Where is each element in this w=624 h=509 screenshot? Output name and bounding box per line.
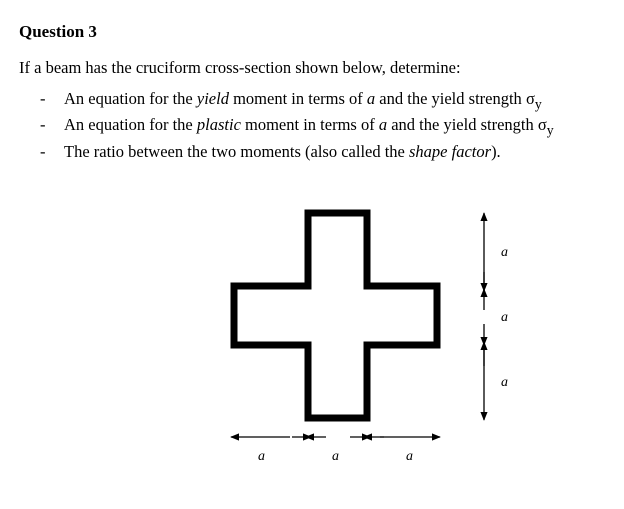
emphasis-plastic: plastic bbox=[196, 115, 241, 135]
bullet-text: and the yield strength bbox=[375, 89, 526, 108]
bullet-text: moment in terms of bbox=[228, 89, 367, 108]
question-title: Question 3 bbox=[19, 22, 97, 41]
emphasis-yield: yield bbox=[196, 89, 229, 108]
bullet-text: and the yield strength bbox=[387, 115, 538, 135]
dim-label-horizontal: a bbox=[332, 449, 339, 464]
variable-a: a bbox=[378, 115, 388, 135]
variable-a: a bbox=[366, 89, 376, 108]
dim-label-vertical: a bbox=[501, 310, 508, 325]
bullet-text: The ratio between the two moments (also called the bbox=[64, 141, 410, 161]
dim-label-vertical: a bbox=[501, 245, 508, 260]
sigma-subscript: y bbox=[546, 122, 554, 138]
bullet-text: An equation for the bbox=[64, 89, 197, 108]
sigma-symbol: σ bbox=[537, 115, 547, 135]
bullet-text: moment in terms of bbox=[240, 115, 379, 135]
horizontal-dimension bbox=[231, 437, 440, 464]
sigma-symbol: σ bbox=[525, 89, 535, 108]
bullet-marker: - bbox=[40, 89, 46, 108]
bullet-text: An equation for the bbox=[64, 115, 197, 135]
bullet-text: ). bbox=[491, 141, 501, 161]
sigma-subscript: y bbox=[534, 96, 542, 112]
dim-label-vertical: a bbox=[501, 375, 508, 390]
bullet-marker: - bbox=[40, 141, 46, 161]
dim-label-horizontal: a bbox=[258, 449, 265, 464]
cruciform-outline bbox=[234, 213, 437, 418]
dim-label-horizontal: a bbox=[406, 449, 413, 464]
emphasis-shape-factor: shape factor bbox=[409, 141, 492, 161]
bullet-marker: - bbox=[40, 115, 46, 135]
intro-text: If a beam has the cruciform cross-section shown below, determine: bbox=[19, 58, 461, 77]
vertical-dimension bbox=[484, 213, 508, 420]
